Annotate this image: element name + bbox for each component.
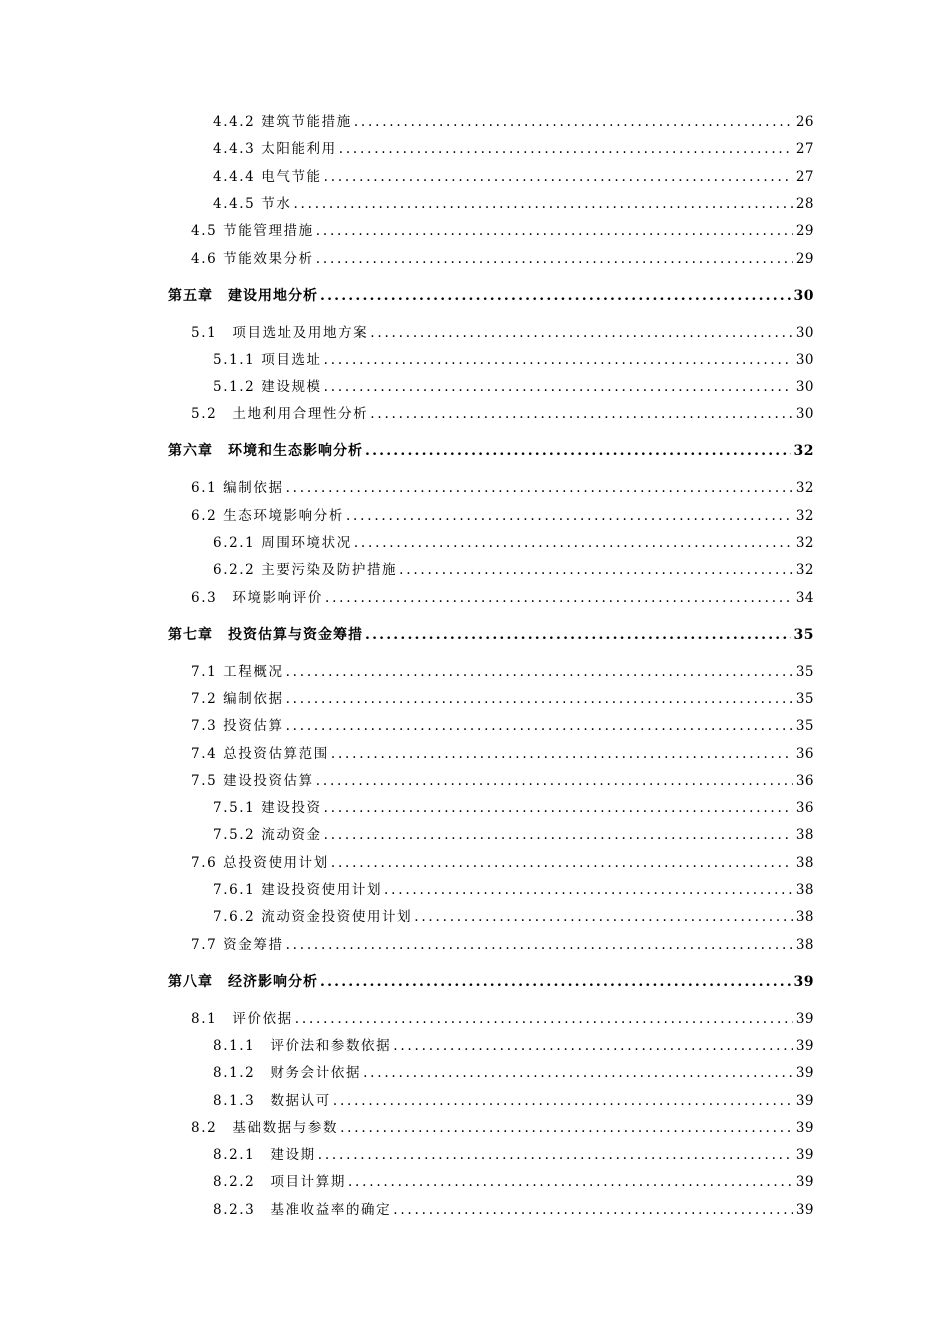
toc-dot-leader bbox=[339, 137, 793, 161]
toc-entry-title: 7.5 建设投资估算 bbox=[191, 772, 314, 789]
toc-page-number: 35 bbox=[795, 690, 814, 707]
toc-entry-title: 8.2.3 基准收益率的确定 bbox=[213, 1201, 392, 1218]
toc-entry-title: 第八章 经济影响分析 bbox=[168, 973, 318, 990]
toc-dot-leader bbox=[414, 905, 793, 929]
toc-entry-title: 7.7 资金筹措 bbox=[191, 936, 284, 953]
toc-entry-title: 6.2.2 主要污染及防护措施 bbox=[213, 562, 398, 579]
toc-dot-leader bbox=[324, 375, 793, 399]
toc-dot-leader bbox=[370, 321, 793, 345]
toc-dot-leader bbox=[286, 933, 793, 957]
toc-dot-leader bbox=[340, 1116, 793, 1140]
toc-page-number: 36 bbox=[795, 745, 814, 762]
toc-dot-leader bbox=[363, 1061, 793, 1085]
toc-entry[interactable] bbox=[213, 558, 814, 582]
toc-entry[interactable] bbox=[213, 1034, 814, 1058]
toc-chapter-entry[interactable] bbox=[168, 623, 814, 647]
toc-page-number: 38 bbox=[795, 827, 814, 844]
toc-page-number: 39 bbox=[795, 1065, 814, 1082]
toc-entry-title: 8.2 基础数据与参数 bbox=[191, 1119, 339, 1136]
toc-entry-title: 4.6 节能效果分析 bbox=[191, 250, 314, 267]
toc-dot-leader bbox=[331, 851, 793, 875]
toc-page-number: 39 bbox=[795, 1092, 814, 1109]
toc-dot-leader bbox=[331, 742, 793, 766]
toc-entry[interactable] bbox=[213, 1170, 814, 1194]
toc-page-number: 29 bbox=[795, 250, 814, 267]
toc-dot-leader bbox=[346, 504, 793, 528]
toc-page-number: 39 bbox=[795, 1010, 814, 1027]
toc-entry-title: 6.3 环境影响评价 bbox=[191, 589, 323, 606]
toc-entry-title: 5.1 项目选址及用地方案 bbox=[191, 324, 369, 341]
toc-dot-leader bbox=[324, 348, 793, 372]
toc-entry-title: 7.3 投资估算 bbox=[191, 718, 284, 735]
toc-dot-leader bbox=[333, 1089, 793, 1113]
toc-page-number: 26 bbox=[795, 114, 814, 130]
toc-page-number: 32 bbox=[793, 443, 814, 460]
toc-page-number: 27 bbox=[795, 141, 814, 158]
toc-entry[interactable] bbox=[213, 531, 814, 555]
toc-entry[interactable] bbox=[213, 1143, 814, 1167]
toc-entry[interactable] bbox=[213, 110, 814, 134]
toc-dot-leader bbox=[286, 687, 793, 711]
toc-entry[interactable] bbox=[191, 586, 814, 610]
toc-entry[interactable] bbox=[191, 504, 814, 528]
toc-entry[interactable] bbox=[191, 476, 814, 500]
toc-dot-leader bbox=[316, 247, 793, 271]
toc-entry-title: 4.4.5 节水 bbox=[213, 195, 292, 212]
toc-entry-title: 8.1.3 数据认可 bbox=[213, 1092, 331, 1109]
toc-entry[interactable] bbox=[191, 219, 814, 243]
toc-entry-title: 第七章 投资估算与资金筹措 bbox=[168, 626, 363, 643]
toc-entry[interactable] bbox=[213, 348, 814, 372]
toc-entry[interactable] bbox=[213, 165, 814, 189]
toc-dot-leader bbox=[320, 284, 791, 308]
toc-entry[interactable] bbox=[213, 823, 814, 847]
toc-page-number: 34 bbox=[795, 589, 814, 606]
toc-dot-leader bbox=[399, 558, 793, 582]
toc-entry-title: 6.2 生态环境影响分析 bbox=[191, 507, 344, 524]
toc-page-number: 30 bbox=[795, 351, 814, 368]
toc-dot-leader bbox=[286, 714, 793, 738]
toc-entry-title: 7.5.2 流动资金 bbox=[213, 827, 322, 844]
toc-entry-title: 4.4.2 建筑节能措施 bbox=[213, 114, 352, 130]
toc-entry-title: 6.1 编制依据 bbox=[191, 480, 284, 497]
toc-entry-title: 8.2.1 建设期 bbox=[213, 1147, 316, 1164]
toc-page-number: 35 bbox=[793, 626, 814, 643]
toc-entry-title: 7.5.1 建设投资 bbox=[213, 800, 322, 817]
toc-page-number: 38 bbox=[795, 936, 814, 953]
toc-dot-leader bbox=[365, 623, 791, 647]
toc-page-number: 39 bbox=[793, 973, 814, 990]
toc-page-number: 35 bbox=[795, 663, 814, 680]
toc-entry[interactable] bbox=[191, 687, 814, 711]
toc-entry[interactable] bbox=[191, 660, 814, 684]
toc-entry[interactable] bbox=[191, 402, 814, 426]
toc-dot-leader bbox=[384, 878, 793, 902]
toc-dot-leader bbox=[348, 1170, 793, 1194]
toc-chapter-entry[interactable] bbox=[168, 970, 814, 994]
toc-page-number: 35 bbox=[795, 718, 814, 735]
toc-entry-title: 5.1.1 项目选址 bbox=[213, 351, 322, 368]
toc-dot-leader bbox=[354, 531, 793, 555]
toc-dot-leader bbox=[393, 1198, 793, 1222]
toc-entry-title: 8.1.2 财务会计依据 bbox=[213, 1065, 362, 1082]
toc-dot-leader bbox=[324, 165, 793, 189]
toc-page-number: 38 bbox=[795, 854, 814, 871]
toc-page-number: 36 bbox=[795, 800, 814, 817]
toc-entry[interactable] bbox=[213, 1089, 814, 1113]
toc-entry[interactable] bbox=[213, 1061, 814, 1085]
toc-page-number: 29 bbox=[795, 223, 814, 240]
toc-dot-leader bbox=[365, 439, 791, 463]
toc-dot-leader bbox=[325, 586, 793, 610]
toc-dot-leader bbox=[295, 1007, 793, 1031]
toc-dot-leader bbox=[320, 970, 791, 994]
toc-entry[interactable] bbox=[213, 375, 814, 399]
toc-dot-leader bbox=[324, 796, 793, 820]
toc-dot-leader bbox=[354, 110, 793, 134]
toc-page-number: 32 bbox=[795, 535, 814, 551]
toc-entry[interactable] bbox=[213, 192, 814, 216]
toc-dot-leader bbox=[286, 476, 793, 500]
toc-page-number: 30 bbox=[795, 324, 814, 341]
toc-chapter-entry[interactable] bbox=[168, 439, 814, 463]
toc-page-number: 39 bbox=[795, 1037, 814, 1054]
toc-page-number: 30 bbox=[795, 379, 814, 396]
toc-entry-title: 7.6.2 流动资金投资使用计划 bbox=[213, 909, 413, 926]
toc-page-number: 36 bbox=[795, 772, 814, 789]
toc-entry[interactable] bbox=[191, 321, 814, 345]
toc-entry-title: 第六章 环境和生态影响分析 bbox=[168, 443, 363, 460]
toc-entry-title: 4.4.4 电气节能 bbox=[213, 168, 322, 185]
toc-page-number: 32 bbox=[795, 480, 814, 497]
toc-dot-leader bbox=[286, 660, 793, 684]
toc-entry-title: 8.1 评价依据 bbox=[191, 1010, 293, 1027]
toc-entry-title: 8.2.2 项目计算期 bbox=[213, 1174, 346, 1191]
toc-dot-leader bbox=[316, 219, 793, 243]
toc-page-number: 28 bbox=[795, 195, 814, 212]
toc-dot-leader bbox=[318, 1143, 793, 1167]
toc-entry-title: 4.5 节能管理措施 bbox=[191, 223, 314, 240]
toc-dot-leader bbox=[324, 823, 793, 847]
toc-entry[interactable] bbox=[191, 933, 814, 957]
toc-page-number: 39 bbox=[795, 1201, 814, 1218]
toc-entry-title: 5.2 土地利用合理性分析 bbox=[191, 406, 369, 423]
toc-entry[interactable] bbox=[213, 878, 814, 902]
toc-entry-title: 7.6.1 建设投资使用计划 bbox=[213, 882, 383, 898]
toc-entry[interactable] bbox=[191, 1007, 814, 1031]
toc-entry-title: 4.4.3 太阳能利用 bbox=[213, 141, 337, 158]
toc-dot-leader bbox=[316, 769, 793, 793]
toc-entry[interactable] bbox=[191, 851, 814, 875]
toc-page-number: 32 bbox=[795, 507, 814, 524]
toc-chapter-entry[interactable] bbox=[168, 284, 814, 308]
toc-entry[interactable] bbox=[191, 247, 814, 271]
toc-page-number: 32 bbox=[795, 562, 814, 579]
toc-entry[interactable] bbox=[213, 905, 814, 929]
toc-entry-title: 7.2 编制依据 bbox=[191, 690, 284, 707]
toc-entry-title: 6.2.1 周围环境状况 bbox=[213, 535, 352, 551]
toc-entry[interactable] bbox=[213, 137, 814, 161]
toc-entry[interactable] bbox=[191, 769, 814, 793]
toc-entry-title: 8.1.1 评价法和参数依据 bbox=[213, 1037, 392, 1054]
toc-entry-title: 7.6 总投资使用计划 bbox=[191, 854, 329, 871]
toc-page-number: 30 bbox=[793, 287, 814, 304]
toc-entry[interactable] bbox=[191, 714, 814, 738]
toc-entry-title: 5.1.2 建设规模 bbox=[213, 379, 322, 396]
toc-entry[interactable] bbox=[191, 742, 814, 766]
toc-dot-leader bbox=[293, 192, 792, 216]
toc-entry[interactable] bbox=[191, 1116, 814, 1140]
toc-entry[interactable] bbox=[213, 796, 814, 820]
toc-page-number: 38 bbox=[795, 882, 814, 898]
toc-page-number: 30 bbox=[795, 406, 814, 423]
toc-dot-leader bbox=[370, 402, 793, 426]
toc-entry-title: 7.1 工程概况 bbox=[191, 663, 284, 680]
toc-entry-title: 7.4 总投资估算范围 bbox=[191, 745, 329, 762]
toc-page-number: 39 bbox=[795, 1174, 814, 1191]
toc-dot-leader bbox=[393, 1034, 793, 1058]
toc-page-number: 39 bbox=[795, 1147, 814, 1164]
toc-entry[interactable] bbox=[213, 1198, 814, 1222]
toc-page-number: 27 bbox=[795, 168, 814, 185]
toc-entry-title: 第五章 建设用地分析 bbox=[168, 287, 318, 304]
toc-page-number: 39 bbox=[795, 1119, 814, 1136]
toc-page-number: 38 bbox=[795, 909, 814, 926]
